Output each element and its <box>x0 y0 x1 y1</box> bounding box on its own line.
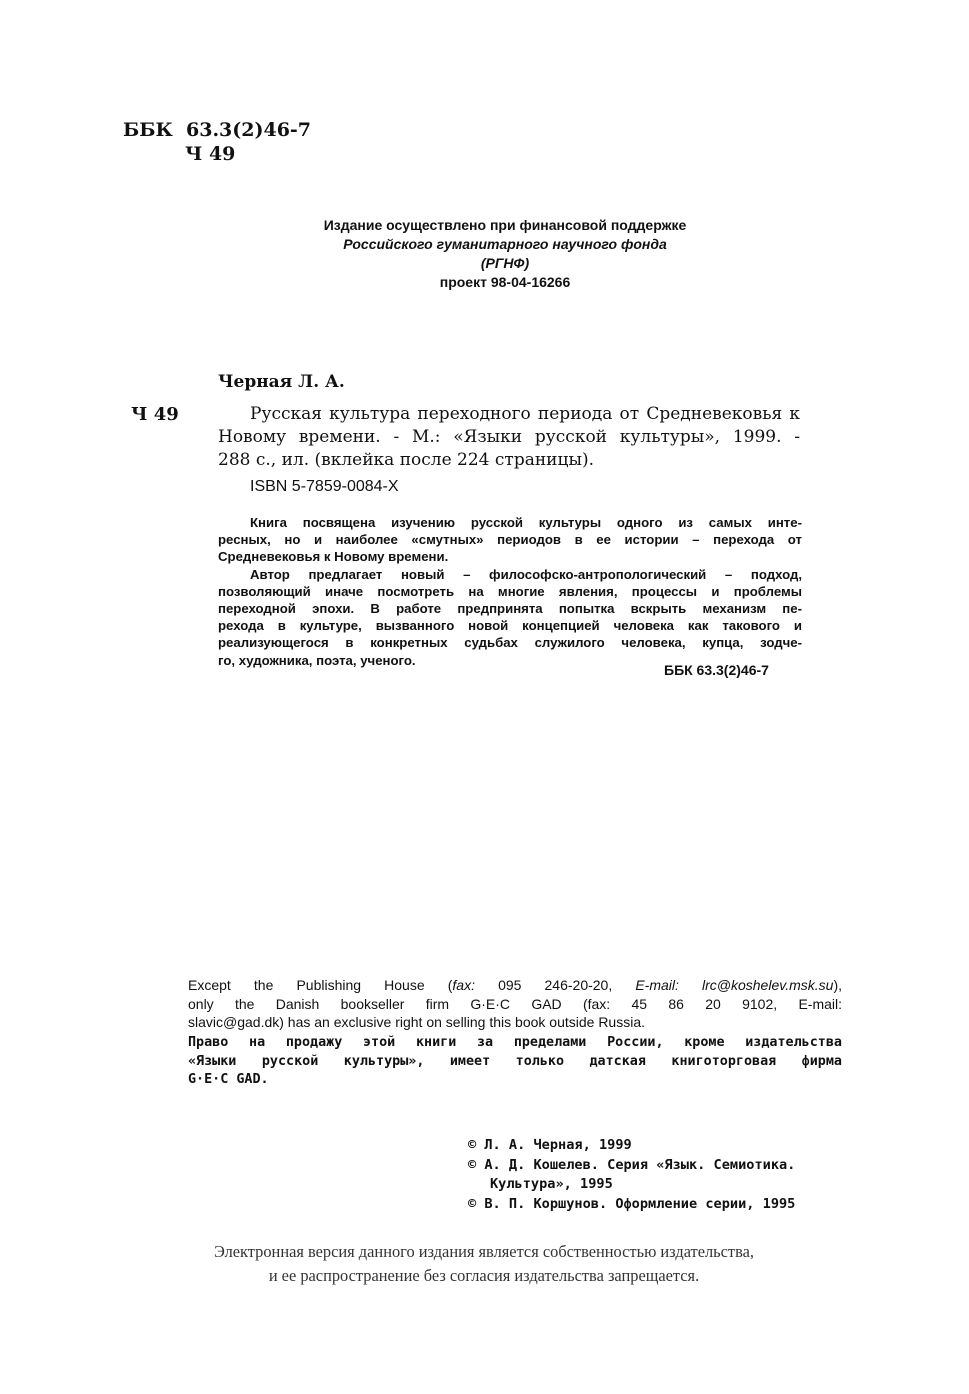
copyright-author: © Л. А. Черная, 1999 <box>468 1137 632 1153</box>
author-mark: Ч 49 <box>185 143 236 165</box>
rights-en-line-3: slavic@gad.dk) has an exclusive right on selling this book outside Russia. <box>188 1014 646 1030</box>
citation-line-3: 288 с., ил. (вклейка после 224 страницы). <box>218 450 595 470</box>
email-address: lrc@koshelev.msk.su <box>678 977 834 993</box>
funding-note <box>280 216 730 292</box>
abstract-line: Книга посвящена изучению русской культуры одного из самых инте- <box>250 515 802 530</box>
bbk-row <box>123 118 311 142</box>
abstract-line: ресных, но и наиболее «смутных» периодов в ее истории – перехода от <box>218 532 802 548</box>
fax-number: 095 246-20-20, <box>474 977 636 993</box>
bbk-classification-bottom: ББК 63.3(2)46-7 <box>664 662 769 678</box>
abstract-line: Автор предлагает новый – философско-антропологический – подход, <box>250 566 802 582</box>
abstract-line: позволяющий иначе посмотреть на многие явления, процессы и проблемы <box>218 583 802 599</box>
notice-line-1: Электронная версия данного издания является собственностью издательства, <box>214 1242 754 1261</box>
copyright-series-cont: Культура», 1995 <box>490 1176 613 1192</box>
electronic-version-notice <box>130 1240 838 1288</box>
abstract <box>218 514 802 669</box>
rights-ru-line-3: G·E·C GAD. <box>188 1072 269 1087</box>
abstract-line: го, художника, поэта, ученого. <box>218 652 416 668</box>
rights-en-line-2: only the Danish bookseller firm G·E·C GAD (fax: 45 86 20 9102, E-mail: <box>188 995 842 1012</box>
isbn: ISBN 5-7859-0084-X <box>250 478 399 495</box>
rights-ru-line-2: «Языки русской культуры», имеет только датская книготорговая фирма <box>188 1053 842 1069</box>
copyright-design: © В. П. Коршунов. Оформление серии, 1995 <box>468 1195 796 1212</box>
author-name: Черная Л. А. <box>218 372 345 392</box>
distribution-rights-russian <box>188 1034 842 1090</box>
bbk-label: ББК <box>123 119 173 141</box>
rights-text: Except the Publishing House ( <box>188 977 453 993</box>
rights-en-line-1 <box>188 976 842 995</box>
distribution-rights-english <box>188 976 842 1032</box>
funding-line-2: Российского гуманитарного научного фонда <box>343 236 667 252</box>
fax-label: fax: <box>452 977 475 993</box>
funding-line-3: (РГНФ) <box>480 255 530 271</box>
citation-line-1: Русская культура переходного периода от Средневековья к <box>250 404 800 424</box>
abstract-line: Средневековья к Новому времени. <box>218 549 449 565</box>
notice-line-2: и ее распространение без согласия издательства запрещается. <box>268 1266 700 1285</box>
funding-line-1: Издание осуществлено при финансовой поддержке <box>323 217 687 233</box>
copyright-series: © А. Д. Кошелев. Серия «Язык. Семиотика. <box>468 1156 796 1173</box>
rights-text: ), <box>833 977 842 993</box>
bbk-code: 63.3(2)46-7 <box>186 119 312 141</box>
abstract-line: реализующегося в конкретных судьбах служилого человека, купца, зодче- <box>218 635 802 651</box>
bibliographic-citation <box>218 403 800 472</box>
funding-line-4: проект 98-04-16266 <box>439 274 571 290</box>
email-label: E-mail: <box>635 977 679 993</box>
catalog-code: Ч 49 <box>131 404 179 425</box>
abstract-line: рехода в культуре, вызванного новой концепцией человека как такового и <box>218 618 802 634</box>
rights-ru-line-1: Право на продажу этой книги за пределами России, кроме издательства <box>188 1035 842 1050</box>
bbk-classification-top <box>123 118 311 166</box>
copyright-notices <box>468 1136 848 1214</box>
abstract-line: переходной эпохи. В работе предпринята попытка вскрыть механизм пе- <box>218 601 802 617</box>
citation-line-2: Новому времени. - М.: «Языки русской культуры», 1999. - <box>218 427 800 447</box>
